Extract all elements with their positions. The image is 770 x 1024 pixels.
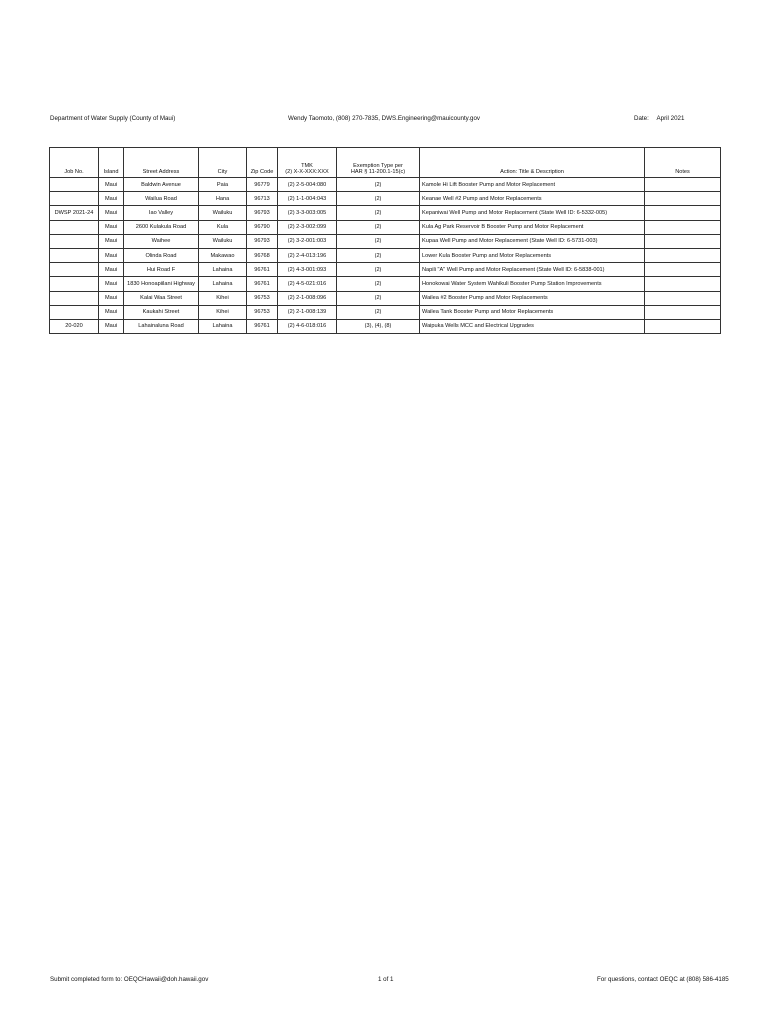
cell-city: Lahaina bbox=[199, 263, 247, 277]
cell-notes bbox=[645, 220, 721, 234]
contact-info: Wendy Taomoto, (808) 270-7835, DWS.Engineering@mauicounty.gov bbox=[288, 115, 481, 122]
cell-city: Wailuku bbox=[199, 234, 247, 248]
cell-tmk: (2) 2-3-002:099 bbox=[278, 220, 337, 234]
col-city: City bbox=[199, 148, 247, 178]
cell-notes bbox=[645, 192, 721, 206]
cell-action: Kupaa Well Pump and Motor Replacement (State Well ID: 6-5731-003) bbox=[420, 234, 645, 248]
page-number: 1 of 1 bbox=[378, 976, 394, 983]
cell-zip: 96713 bbox=[247, 192, 278, 206]
cell-exemption: (2) bbox=[337, 263, 420, 277]
cell-exemption: (2) bbox=[337, 305, 420, 319]
cell-job-no bbox=[50, 291, 99, 305]
cell-city: Kihei bbox=[199, 305, 247, 319]
cell-zip: 96761 bbox=[247, 263, 278, 277]
cell-island: Maui bbox=[99, 277, 124, 291]
cell-notes bbox=[645, 277, 721, 291]
date-block bbox=[634, 115, 684, 122]
cell-action: Lower Kula Booster Pump and Motor Replacements bbox=[420, 248, 645, 262]
col-street-address: Street Address bbox=[124, 148, 199, 178]
table-row bbox=[50, 263, 721, 277]
cell-job-no bbox=[50, 277, 99, 291]
cell-street: Hui Road F bbox=[124, 263, 199, 277]
cell-tmk: (2) 4-5-021:016 bbox=[278, 277, 337, 291]
cell-notes bbox=[645, 178, 721, 192]
cell-island: Maui bbox=[99, 291, 124, 305]
cell-street: Wailua Road bbox=[124, 192, 199, 206]
cell-city: Kula bbox=[199, 220, 247, 234]
cell-action: Waipuka Wells MCC and Electrical Upgrades bbox=[420, 319, 645, 333]
col-tmk-line1: TMK bbox=[301, 163, 313, 169]
cell-tmk: (2) 3-2-001:003 bbox=[278, 234, 337, 248]
col-action: Action: Title & Description bbox=[420, 148, 645, 178]
cell-exemption: (2) bbox=[337, 220, 420, 234]
table-row bbox=[50, 220, 721, 234]
cell-action: Wailea Tank Booster Pump and Motor Replacements bbox=[420, 305, 645, 319]
cell-job-no bbox=[50, 248, 99, 262]
cell-zip: 96753 bbox=[247, 291, 278, 305]
cell-city: Lahaina bbox=[199, 277, 247, 291]
cell-street: Olinda Road bbox=[124, 248, 199, 262]
cell-action: Wailea #2 Booster Pump and Motor Replacements bbox=[420, 291, 645, 305]
col-exemption-line1: Exemption Type per bbox=[353, 163, 403, 169]
cell-notes bbox=[645, 319, 721, 333]
cell-city: Lahaina bbox=[199, 319, 247, 333]
cell-tmk: (2) 1-1-004:043 bbox=[278, 192, 337, 206]
cell-tmk: (2) 3-3-003:005 bbox=[278, 206, 337, 220]
cell-street: Iao Valley bbox=[124, 206, 199, 220]
cell-street: Kalai Waa Street bbox=[124, 291, 199, 305]
cell-job-no bbox=[50, 263, 99, 277]
col-tmk bbox=[278, 148, 337, 178]
cell-zip: 96768 bbox=[247, 248, 278, 262]
submit-instructions: Submit completed form to: OEQCHawaii@doh.hawaii.gov bbox=[50, 976, 209, 983]
cell-island: Maui bbox=[99, 319, 124, 333]
cell-tmk: (2) 4-3-001:093 bbox=[278, 263, 337, 277]
cell-job-no bbox=[50, 220, 99, 234]
cell-island: Maui bbox=[99, 248, 124, 262]
cell-zip: 96779 bbox=[247, 178, 278, 192]
cell-island: Maui bbox=[99, 234, 124, 248]
col-zip-code: Zip Code bbox=[247, 148, 278, 178]
cell-zip: 96753 bbox=[247, 305, 278, 319]
cell-notes bbox=[645, 234, 721, 248]
cell-notes bbox=[645, 248, 721, 262]
cell-street: 2600 Kulakula Road bbox=[124, 220, 199, 234]
cell-city: Kihei bbox=[199, 291, 247, 305]
cell-island: Maui bbox=[99, 192, 124, 206]
cell-notes bbox=[645, 263, 721, 277]
col-island: Island bbox=[99, 148, 124, 178]
col-exemption bbox=[337, 148, 420, 178]
cell-action: Kula Ag Park Reservoir B Booster Pump and Motor Replacement bbox=[420, 220, 645, 234]
table-row bbox=[50, 248, 721, 262]
cell-city: Wailuku bbox=[199, 206, 247, 220]
date-value: April 2021 bbox=[656, 115, 685, 122]
cell-island: Maui bbox=[99, 220, 124, 234]
cell-city: Makawao bbox=[199, 248, 247, 262]
cell-exemption: (2) bbox=[337, 206, 420, 220]
date-label: Date: bbox=[634, 115, 649, 122]
cell-tmk: (2) 2-1-008:096 bbox=[278, 291, 337, 305]
cell-island: Maui bbox=[99, 178, 124, 192]
cell-city: Paia bbox=[199, 178, 247, 192]
cell-zip: 96793 bbox=[247, 206, 278, 220]
department-name: Department of Water Supply (County of Maui) bbox=[50, 115, 176, 122]
cell-island: Maui bbox=[99, 206, 124, 220]
cell-tmk: (2) 4-6-018:016 bbox=[278, 319, 337, 333]
table-row bbox=[50, 178, 721, 192]
exemption-table bbox=[49, 147, 721, 334]
cell-zip: 96793 bbox=[247, 234, 278, 248]
cell-tmk: (2) 2-5-004:080 bbox=[278, 178, 337, 192]
cell-street: Kaukahi Street bbox=[124, 305, 199, 319]
cell-job-no bbox=[50, 234, 99, 248]
col-notes: Notes bbox=[645, 148, 721, 178]
cell-tmk: (2) 2-4-013:196 bbox=[278, 248, 337, 262]
cell-action: Napili "A" Well Pump and Motor Replacement (State Well ID: 6-5838-001) bbox=[420, 263, 645, 277]
cell-notes bbox=[645, 206, 721, 220]
cell-exemption: (2) bbox=[337, 291, 420, 305]
cell-notes bbox=[645, 305, 721, 319]
table-row bbox=[50, 206, 721, 220]
cell-city: Hana bbox=[199, 192, 247, 206]
col-tmk-line2: (2) X-X-XXX:XXX bbox=[285, 169, 329, 175]
cell-street: Waihee bbox=[124, 234, 199, 248]
cell-action: Keanae Well #2 Pump and Motor Replacements bbox=[420, 192, 645, 206]
cell-zip: 96761 bbox=[247, 277, 278, 291]
table-row bbox=[50, 192, 721, 206]
contact-footer: For questions, contact OEQC at (808) 586-4185 bbox=[597, 976, 729, 983]
cell-exemption: (2) bbox=[337, 234, 420, 248]
cell-exemption: (2) bbox=[337, 178, 420, 192]
cell-exemption: (3), (4), (8) bbox=[337, 319, 420, 333]
cell-job-no bbox=[50, 178, 99, 192]
cell-tmk: (2) 2-1-008:139 bbox=[278, 305, 337, 319]
cell-job-no bbox=[50, 305, 99, 319]
cell-notes bbox=[645, 291, 721, 305]
cell-zip: 96790 bbox=[247, 220, 278, 234]
cell-zip: 96761 bbox=[247, 319, 278, 333]
col-job-no: Job No. bbox=[50, 148, 99, 178]
cell-exemption: (2) bbox=[337, 277, 420, 291]
col-exemption-line2: HAR § 11-200.1-15(c) bbox=[350, 169, 406, 175]
cell-action: Honokowai Water System Wahikuli Booster Pump Station Improvements bbox=[420, 277, 645, 291]
cell-island: Maui bbox=[99, 305, 124, 319]
table-row bbox=[50, 234, 721, 248]
cell-job-no bbox=[50, 192, 99, 206]
cell-action: Kepaniwai Well Pump and Motor Replacement (State Well ID: 6-5332-005) bbox=[420, 206, 645, 220]
table-row bbox=[50, 305, 721, 319]
table-row bbox=[50, 291, 721, 305]
cell-exemption: (2) bbox=[337, 248, 420, 262]
cell-street: Lahainaluna Road bbox=[124, 319, 199, 333]
cell-exemption: (2) bbox=[337, 192, 420, 206]
cell-street: Baldwin Avenue bbox=[124, 178, 199, 192]
cell-island: Maui bbox=[99, 263, 124, 277]
table-row bbox=[50, 319, 721, 333]
cell-street: 1830 Honoapiilani Highway bbox=[124, 277, 199, 291]
cell-job-no: DWSP 2021-24 bbox=[50, 206, 99, 220]
cell-action: Kamole Hi Lift Booster Pump and Motor Replacement bbox=[420, 178, 645, 192]
table-row bbox=[50, 277, 721, 291]
cell-job-no: 20-020 bbox=[50, 319, 99, 333]
header-row bbox=[50, 148, 721, 178]
